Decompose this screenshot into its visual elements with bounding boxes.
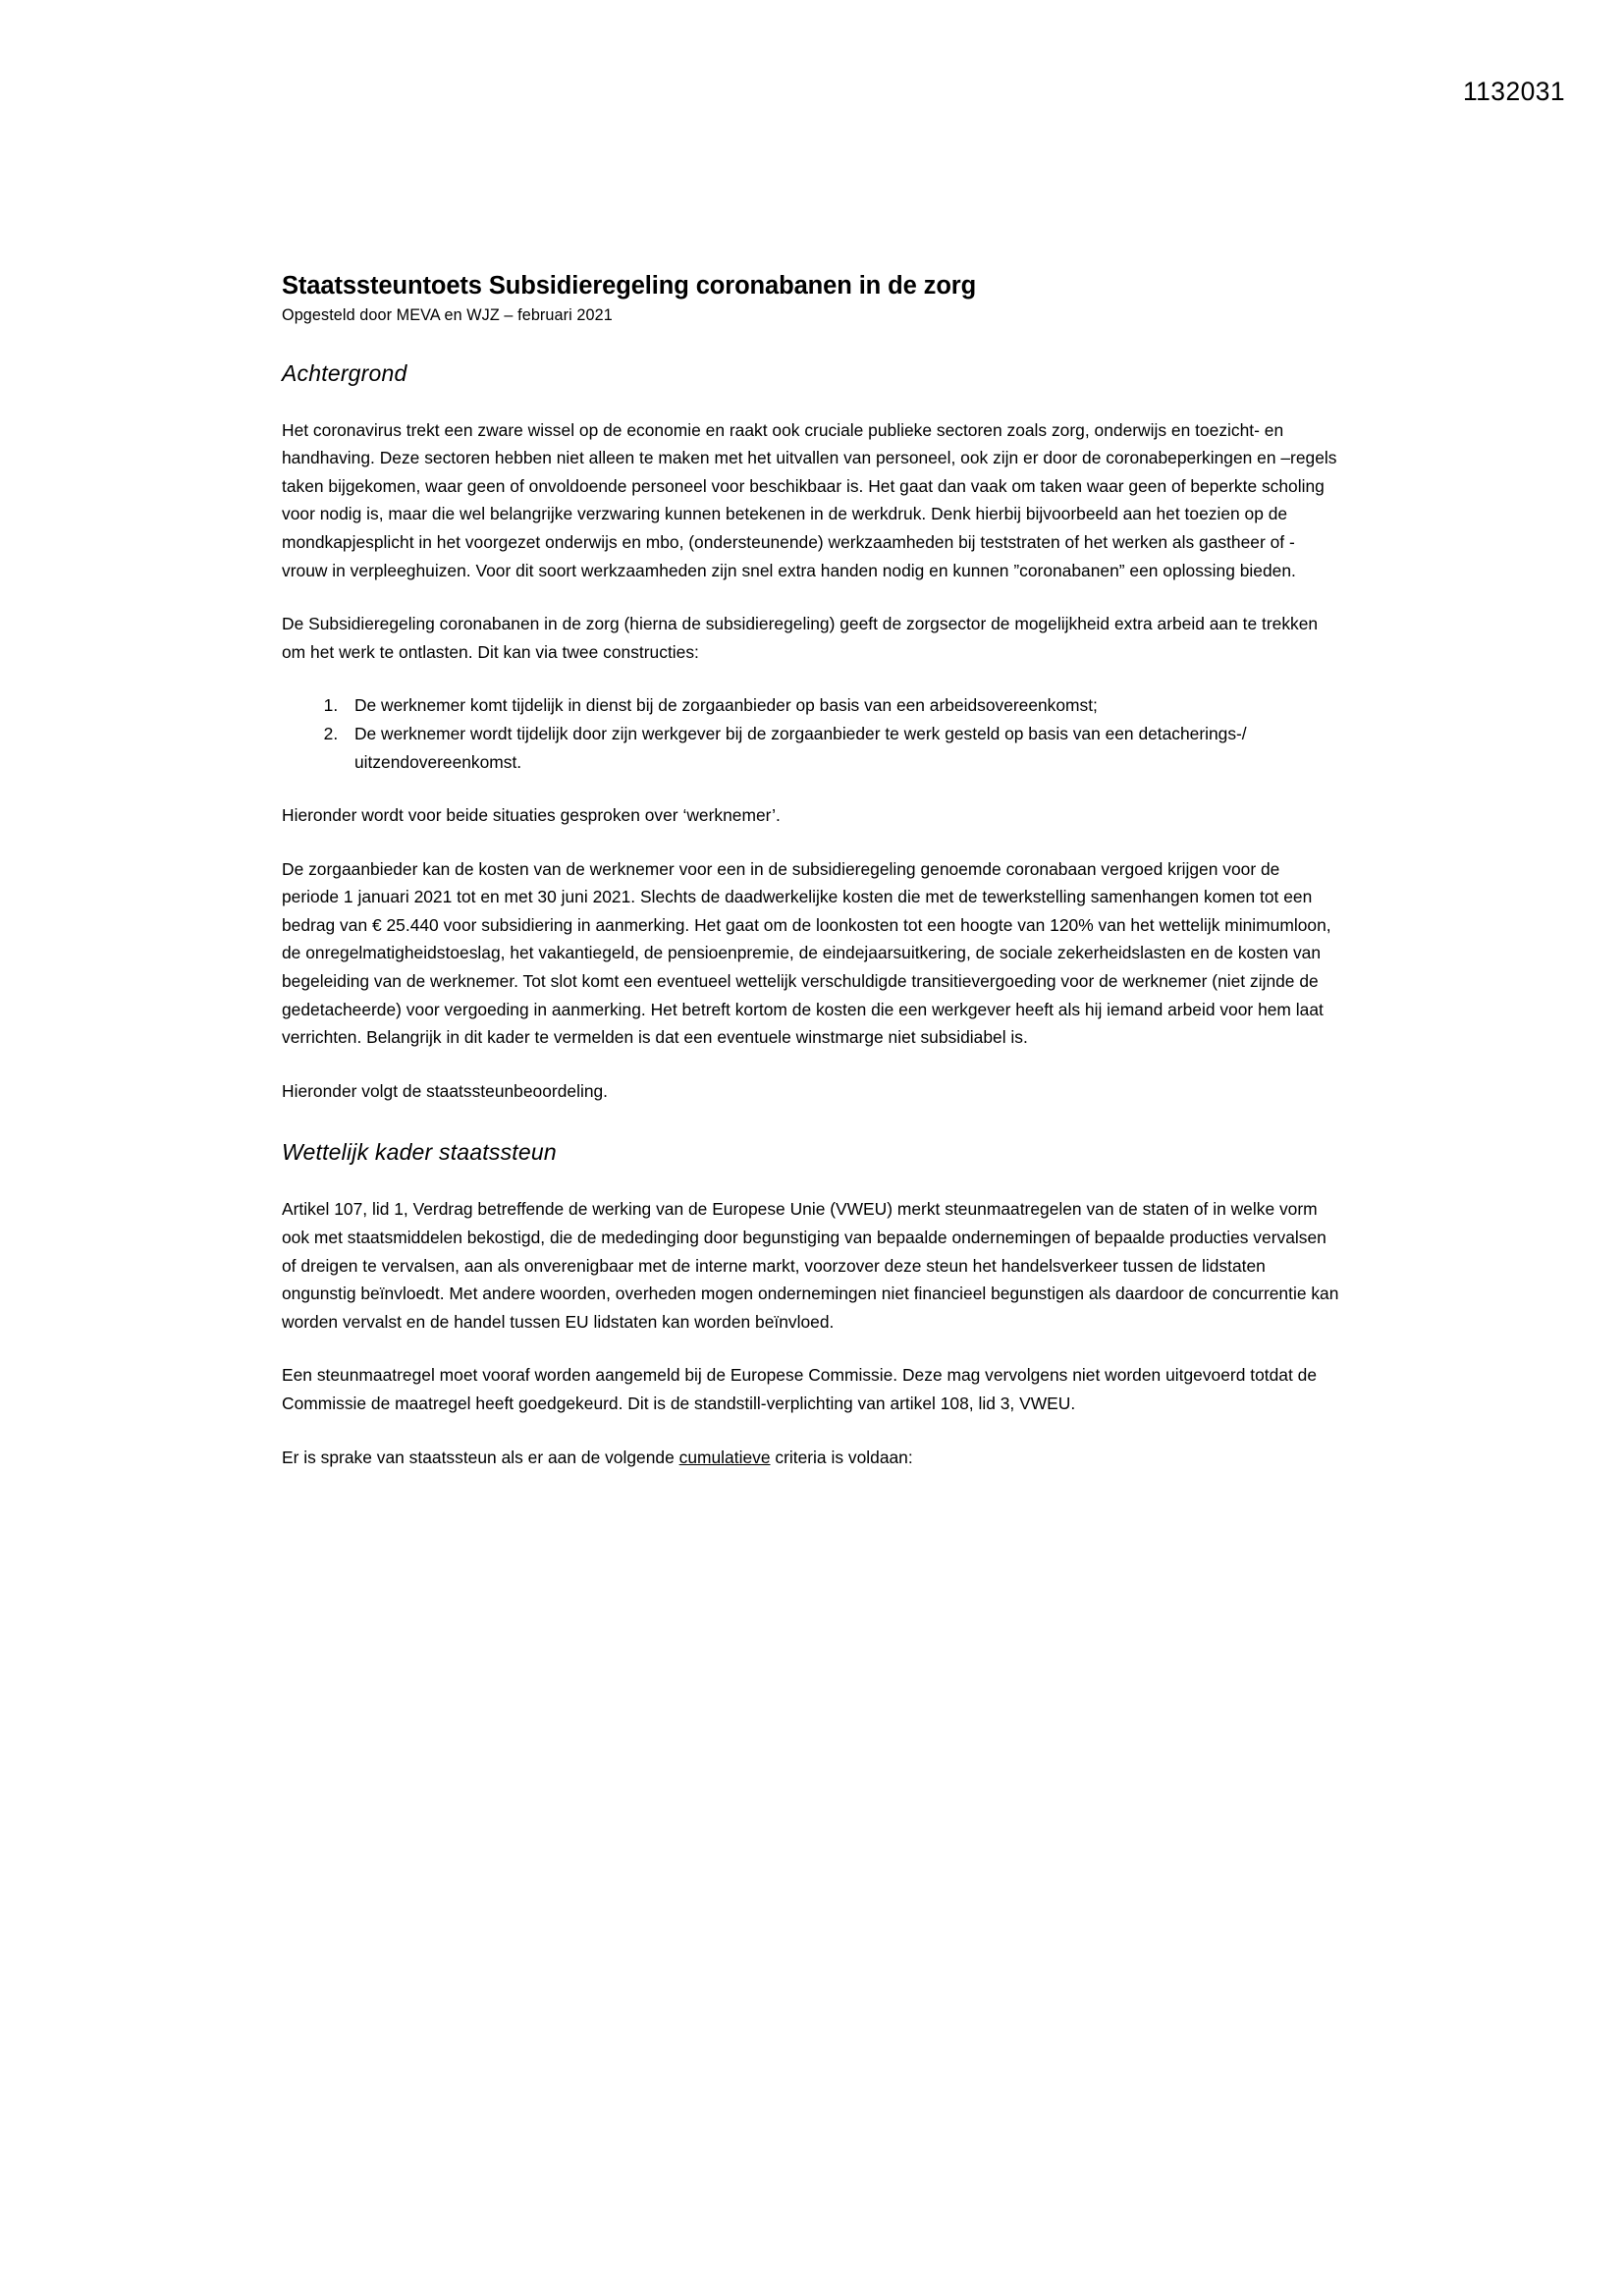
paragraph-achtergrond-3: Hieronder wordt voor beide situaties gesproken over ‘werknemer’. (282, 805, 781, 826)
paragraph-achtergrond-1: Het coronavirus trekt een zware wissel op de economie en raakt ook cruciale publieke sectoren zoals zorg, onderwijs en toezicht- en handhaving. Deze sectoren hebben niet alleen te maken met het uitvallen van personeel, ook zijn er door de coronabeperkingen en –regels taken bijgekomen, waar geen of onvoldoende personeel voor beschikbaar is. Het gaat dan vaak om taken waar geen of beperkte scholing voor nodig is, maar die wel belangrijke verzwaring kunnen betekenen in de werkdruk. Denk hierbij bijvoorbeeld aan het toezien op de mondkapjesplicht in het voorgezet onderwijs en mbo, (ondersteunende) werkzaamheden bij teststraten of het werken als gastheer of -vrouw in verpleeghuizen. Voor dit soort werkzaamheden zijn snel extra handen nodig en kunnen ”coronabanen” een oplossing bieden. (282, 419, 1337, 580)
list-item: 2. De werknemer wordt tijdelijk door zijn werkgever bij de zorgaanbieder te werk gesteld op basis van een detacherings-/ uitzendovereenkomst. (343, 720, 1340, 776)
section-heading-wettelijk-kader: Wettelijk kader staatssteun (282, 1139, 557, 1166)
paragraph-achtergrond-2: De Subsidieregeling coronabanen in de zorg (hierna de subsidieregeling) geeft de zorgsector de mogelijkheid extra arbeid aan te trekken om het werk te ontlasten. Dit kan via twee constructies: (282, 614, 1319, 662)
section-heading-achtergrond: Achtergrond (282, 359, 407, 386)
paragraph-achtergrond-4: De zorgaanbieder kan de kosten van de werknemer voor een in de subsidieregeling genoemde coronabaan vergoed krijgen voor de periode 1 januari 2021 tot en met 30 juni 2021. Slechts de daadwerkelijke kosten die met de tewerkstelling samenhangen komen tot een bedrag van € 25.440 voor subsidiering in aanmerking. Het gaat om de loonkosten tot een hoogte van 120% van het wettelijk minimumloon, de onregelmatigheidstoeslag, het vakantiegeld, de pensioenpremie, de eindejaarsuitkering, de sociale zekerheidslasten en de kosten van begeleiding van de werknemer. Tot slot komt een eventueel wettelijk verschuldigde transitievergoeding voor de werknemer (niet zijnde de gedetacheerde) voor vergoeding in aanmerking. Het betreft kortom de kosten die een werkgever heeft als hij iemand arbeid voor hem laat verrichten. Belangrijk in dit kader te vermelden is dat een eventuele winstmarge niet subsidiabel is. (282, 858, 1331, 1048)
document-title: Staatssteuntoets Subsidieregeling coronabanen in de zorg (282, 272, 977, 300)
document-number: 1132031 (1463, 77, 1565, 106)
criteria-text-after: criteria is voldaan: (770, 1447, 913, 1467)
list-item: 1. De werknemer komt tijdelijk in dienst bij de zorgaanbieder op basis van een arbeidsovereenkomst; (343, 691, 1340, 720)
paragraph-wettelijk-kader-2: Een steunmaatregel moet vooraf worden aangemeld bij de Europese Commissie. Deze mag vervolgens niet worden uitgevoerd totdat de Commissie de maatregel heeft goedgekeurd. Dit is de standstill-verplichting van artikel 108, lid 3, VWEU. (282, 1365, 1317, 1413)
document-content (282, 270, 1340, 1471)
paragraph-wettelijk-kader-3 (282, 1444, 1340, 1472)
document-subtitle: Opgesteld door MEVA en WJZ – februari 2021 (282, 305, 613, 324)
criteria-emphasis-cumulatieve: cumulatieve (678, 1447, 771, 1467)
paragraph-wettelijk-kader-1: Artikel 107, lid 1, Verdrag betreffende de werking van de Europese Unie (VWEU) merkt steunmaatregelen van de staten of in welke vorm ook met staatsmiddelen bekostigd, die de mededinging door begunstiging van bepaalde ondernemingen of bepaalde producties vervalsen of dreigen te vervalsen, aan als onverenigbaar met de interne markt, voorzover deze steun het handelsverkeer tussen de lidstaten ongunstig beïnvloedt. Met andere woorden, overheden mogen ondernemingen niet financieel begunstigen als daardoor de concurrentie kan worden vervalst en de handel tussen EU lidstaten kan worden beïnvloed. (282, 1199, 1339, 1332)
criteria-text-before: Er is sprake van staatssteun als er aan de volgende (282, 1447, 679, 1467)
constructies-list (282, 691, 1340, 776)
paragraph-achtergrond-5: Hieronder volgt de staatssteunbeoordeling. (282, 1080, 609, 1101)
